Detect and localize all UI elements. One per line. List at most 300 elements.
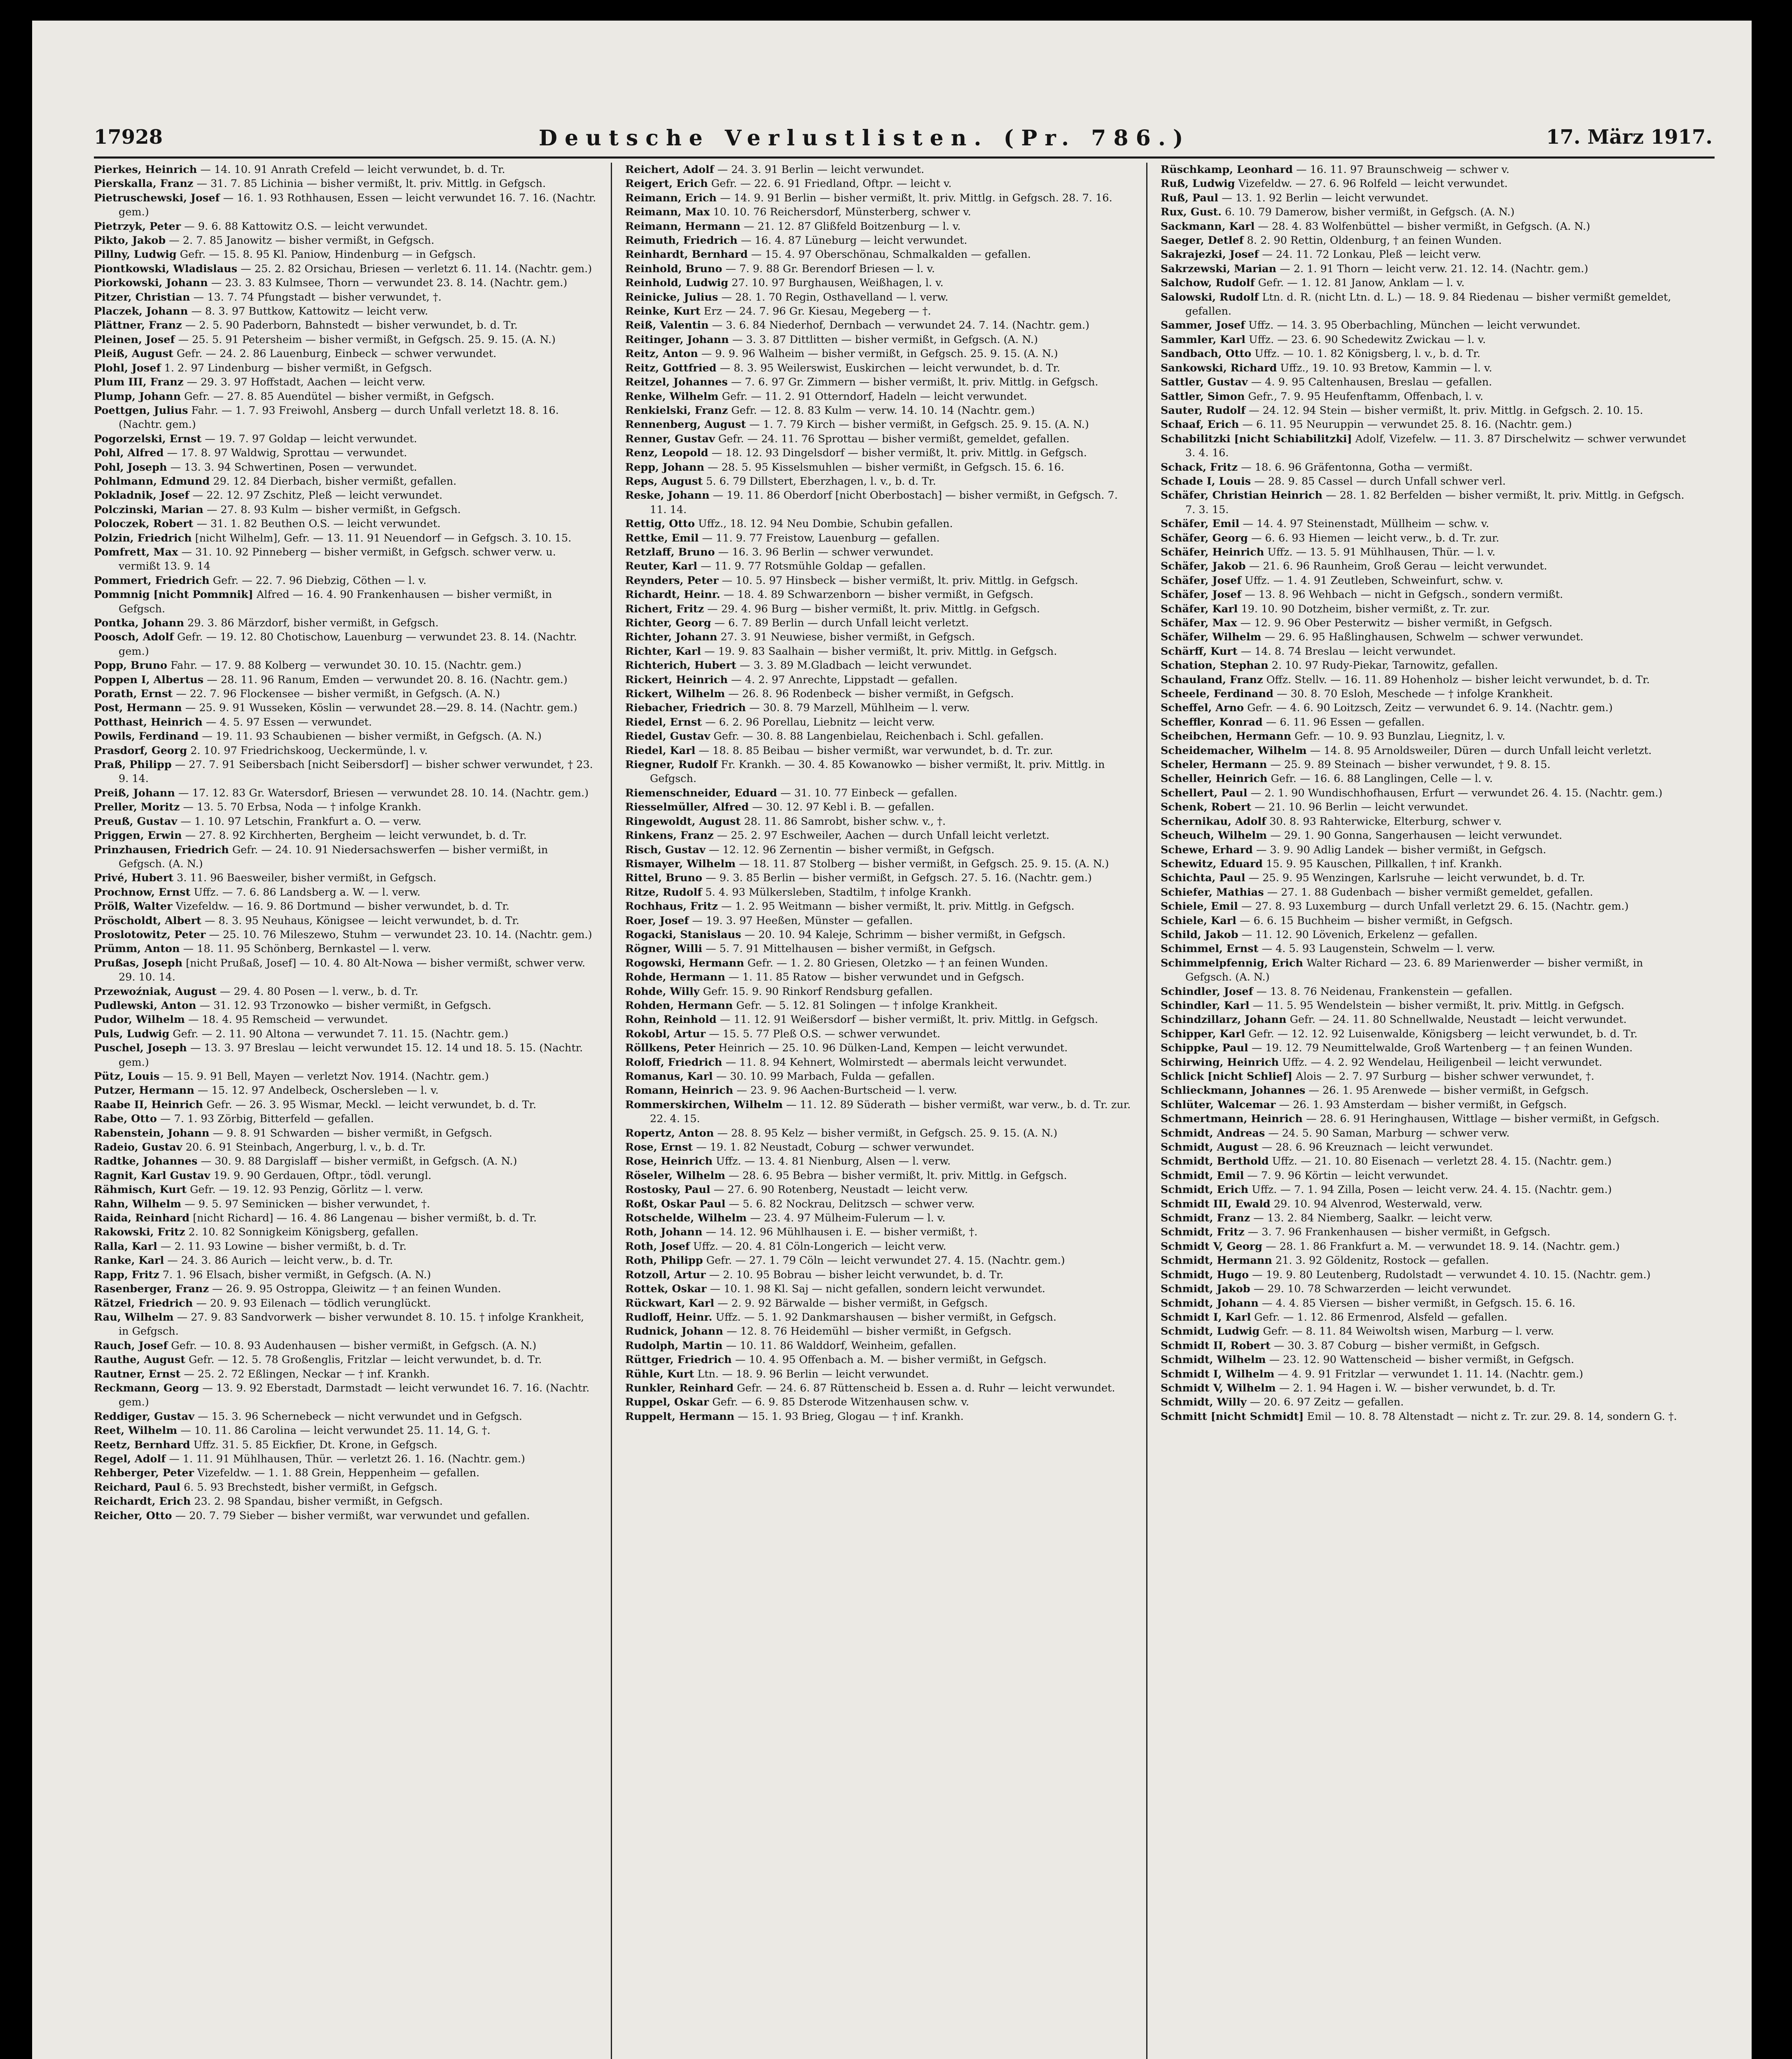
- casualty-entry: [625, 1126, 1132, 1140]
- casualty-entry: [94, 658, 596, 672]
- entry-details: Gefr. — 19. 12. 80 Chotischow, Lauenburg — verwundet 23. 8. 14. (Nachtr. gem.): [119, 631, 577, 658]
- entry-details: Gefr., 7. 9. 95 Heufenftamm, Offenbach, l. v.: [1248, 390, 1484, 403]
- entry-details: — 19. 9. 80 Leutenberg, Rudolstadt — verwundet 4. 10. 15. (Nachtr. gem.): [1252, 1268, 1651, 1281]
- entry-name: Schmidt V, Georg: [1161, 1240, 1262, 1253]
- entry-name: Röllkens, Peter: [625, 1042, 715, 1055]
- entry-name: Schäfer, Max: [1161, 617, 1237, 629]
- entry-details: — 16. 1. 93 Rothhausen, Essen — leicht verwundet 16. 7. 16. (Nachtr. gem.): [119, 191, 596, 219]
- casualty-entry: [94, 744, 596, 758]
- entry-name: Schmidt, Andreas: [1161, 1127, 1265, 1139]
- casualty-entry: [94, 219, 596, 233]
- casualty-entry: [94, 1098, 596, 1112]
- entry-details: — 19. 9. 83 Saalhain — bisher vermißt, lt. priv. Mittlg. in Gefgsch.: [704, 645, 1057, 658]
- casualty-entry: [94, 956, 596, 985]
- entry-name: Radeio, Gustav: [94, 1141, 182, 1154]
- entry-name: Rakowski, Fritz: [94, 1226, 185, 1239]
- casualty-entry: [625, 1254, 1132, 1268]
- entry-details: Vizefeldw. — 1. 1. 88 Grein, Heppenheim — gefallen.: [197, 1467, 480, 1480]
- casualty-entry: [625, 602, 1132, 616]
- entry-details: Gefr. — 5. 12. 81 Solingen — † infolge Krankheit.: [736, 999, 998, 1012]
- entry-name: Schäfer, Karl: [1161, 602, 1238, 615]
- casualty-entry: [625, 1013, 1132, 1027]
- entry-details: — 28. 5. 95 Kisselsmuhlen — bisher vermißt, in Gefgsch. 15. 6. 16.: [708, 461, 1064, 474]
- entry-details: — 13. 9. 92 Eberstadt, Darmstadt — leicht verwundet 16. 7. 16. (Nachtr. gem.): [119, 1382, 590, 1409]
- entry-details: — 19. 12. 79 Neumittelwalde, Groß Wartenberg — † an feinen Wunden.: [1251, 1042, 1633, 1055]
- entry-name: Privé, Hubert: [94, 872, 173, 885]
- casualty-entry: [94, 687, 596, 701]
- entry-name: Reimuth, Friedrich: [625, 234, 738, 247]
- entry-details: — 1. 11. 85 Ratow — bisher verwundet und in Gefgsch.: [729, 971, 1024, 984]
- casualty-entry: [625, 1240, 1132, 1254]
- entry-details: Gefr. — 12. 5. 78 Großenglis, Fritzlar — leicht verwundet, b. d. Tr.: [189, 1354, 542, 1366]
- entry-name: Preuß, Gustav: [94, 815, 178, 828]
- entry-name: Richter, Georg: [625, 617, 711, 629]
- entry-name: Pudlewski, Anton: [94, 999, 196, 1012]
- entry-name: Pogorzelski, Ernst: [94, 432, 202, 445]
- newspaper-page: [32, 21, 1752, 2059]
- casualty-entry: [625, 488, 1132, 517]
- casualty-entry: [1161, 1339, 1688, 1353]
- casualty-entry: [625, 460, 1132, 474]
- entry-name: Schmertmann, Heinrich: [1161, 1113, 1303, 1125]
- entry-details: — 13. 2. 84 Niemberg, Saalkr. — leicht verw.: [1253, 1212, 1493, 1225]
- casualty-entry: [625, 1169, 1132, 1183]
- entry-name: Schiele, Karl: [1161, 914, 1236, 927]
- casualty-entry: [1161, 488, 1688, 517]
- entry-name: Schmidt, August: [1161, 1141, 1259, 1154]
- entry-name: Sattler, Simon: [1161, 390, 1245, 403]
- entry-name: Prinzhausen, Friedrich: [94, 843, 229, 856]
- entry-name: Reynders, Peter: [625, 574, 719, 587]
- entry-name: Schmidt I, Karl: [1161, 1311, 1251, 1324]
- entry-name: Schewe, Erhard: [1161, 843, 1253, 856]
- entry-name: Schindzillarz, Johann: [1161, 1013, 1287, 1026]
- entry-details: 3. 11. 96 Baesweiler, bisher vermißt, in Gefgsch.: [177, 872, 437, 885]
- casualty-entry: [94, 1438, 596, 1452]
- entry-details: — 24. 11. 72 Lonkau, Pleß — leicht verw.: [1262, 248, 1481, 261]
- entry-name: Ritze, Rudolf: [625, 886, 702, 899]
- casualty-entry: [1161, 1126, 1688, 1140]
- entry-details: Gefr. — 24. 10. 91 Niedersachswerfen — bisher vermißt, in Gefgsch. (A. N.): [119, 843, 548, 870]
- entry-details: 2. 10. 97 Friedrichskoog, Ueckermünde, l. v.: [190, 744, 428, 757]
- column-divider: [611, 163, 612, 2059]
- casualty-entry: [625, 1296, 1132, 1310]
- entry-name: Ragnit, Karl Gustav: [94, 1169, 210, 1182]
- casualty-entry: [625, 219, 1132, 233]
- entry-name: Potthast, Heinrich: [94, 716, 203, 728]
- entry-details: Erz — 24. 7. 96 Gr. Kiesau, Megeberg — †.: [703, 305, 931, 318]
- casualty-entry: [625, 474, 1132, 488]
- entry-name: Schation, Stephan: [1161, 659, 1269, 672]
- entry-details: — 14. 10. 91 Anrath Crefeld — leicht verwundet, b. d. Tr.: [200, 163, 505, 176]
- casualty-entry: [1161, 815, 1688, 829]
- entry-details: Uffz. — 5. 1. 92 Dankmarshausen — bisher vermißt, in Gefgsch.: [715, 1311, 1057, 1324]
- entry-details: — 24. 3. 86 Aurich — leicht verw., b. d. Tr.: [167, 1254, 393, 1267]
- casualty-entry: [94, 163, 596, 177]
- casualty-entry: [625, 1055, 1132, 1069]
- entry-details: — 4. 5. 97 Essen — verwundet.: [206, 716, 372, 728]
- casualty-entry: [625, 885, 1132, 899]
- entry-details: — 29. 4. 80 Posen — l. verw., b. d. Tr.: [220, 985, 418, 998]
- entry-name: Poosch, Adolf: [94, 631, 174, 644]
- casualty-entry: [1161, 885, 1688, 899]
- casualty-entry: [1161, 1154, 1688, 1168]
- casualty-entry: [625, 517, 1132, 531]
- casualty-entry: [1161, 871, 1688, 885]
- entry-name: Röseler, Wilhelm: [625, 1169, 726, 1182]
- casualty-entry: [625, 857, 1132, 871]
- casualty-entry: [1161, 758, 1688, 772]
- entry-name: Richter, Johann: [625, 631, 717, 644]
- entry-details: Gefr. — 1. 2. 80 Griesen, Oletzko — † an feinen Wunden.: [747, 957, 1048, 969]
- casualty-entry: [94, 1027, 596, 1041]
- entry-name: Rommerskirchen, Wilhelm: [625, 1098, 783, 1111]
- entry-details: Gefr. — 1. 12. 81 Janow, Anklam — l. v.: [1258, 277, 1465, 289]
- entry-details: 10. 10. 76 Reichersdorf, Münsterberg, schwer v.: [713, 206, 971, 219]
- entry-details: — 20. 6. 97 Zeitz — gefallen.: [1250, 1396, 1404, 1409]
- entry-details: — 21. 6. 96 Raunheim, Groß Gerau — leicht verwundet.: [1249, 560, 1547, 573]
- casualty-entry: [1161, 829, 1688, 843]
- casualty-entry: [94, 1240, 596, 1254]
- entry-name: Sankowski, Richard: [1161, 362, 1277, 374]
- entry-name: Poppen I, Albertus: [94, 673, 204, 686]
- entry-details: — 19. 11. 86 Oberdorf [nicht Oberbostach] — bisher vermißt, in Gefgsch. 7. 11. 14.: [650, 489, 1118, 516]
- entry-details: Gefr. — 12. 8. 83 Kulm — verw. 14. 10. 14 (Nachtr. gem.): [731, 404, 1035, 417]
- entry-name: Prasdorf, Georg: [94, 744, 187, 757]
- casualty-entry: [1161, 1381, 1688, 1395]
- entry-name: Pohl, Joseph: [94, 461, 167, 474]
- entry-details: Gefr. — 24. 11. 80 Schnellwalde, Neustadt — leicht verwundet.: [1290, 1013, 1627, 1026]
- entry-name: Pitzer, Christian: [94, 291, 190, 303]
- casualty-entry: [94, 1140, 596, 1154]
- entry-details: — 4. 4. 85 Viersen — bisher vermißt, in Gefgsch. 15. 6. 16.: [1262, 1297, 1576, 1310]
- entry-name: Riegner, Rudolf: [625, 759, 718, 771]
- entry-details: — 11. 12. 90 Lövenich, Erkelenz — gefallen.: [1241, 928, 1478, 941]
- entry-name: Reimann, Erich: [625, 191, 717, 204]
- entry-details: — 31. 1. 82 Beuthen O.S. — leicht verwundet.: [196, 518, 441, 530]
- entry-name: Reitz, Anton: [625, 348, 698, 360]
- casualty-entry: [1161, 219, 1688, 233]
- entry-name: Pierskalla, Franz: [94, 177, 194, 190]
- casualty-entry: [94, 333, 596, 347]
- entry-details: — 16. 3. 96 Berlin — schwer verwundet.: [718, 546, 934, 558]
- casualty-entry: [94, 446, 596, 460]
- casualty-entry: [1161, 233, 1688, 247]
- entry-name: Reigert, Erich: [625, 177, 708, 190]
- entry-name: Schmidt V, Wilhelm: [1161, 1382, 1276, 1394]
- entry-details: — 31. 10. 92 Pinneberg — bisher vermißt, in Gefgsch. schwer verw. u. vermißt 13. 9. 14: [119, 546, 556, 573]
- casualty-entry: [94, 347, 596, 361]
- casualty-entry: [625, 1140, 1132, 1154]
- entry-details: — 19. 7. 97 Goldap — leicht verwundet.: [205, 432, 417, 445]
- casualty-entry: [625, 233, 1132, 247]
- entry-details: 2. 10. 82 Sonnigkeim Königsberg, gefallen.: [188, 1226, 419, 1239]
- casualty-entry: [94, 1169, 596, 1183]
- casualty-entry: [94, 1154, 596, 1168]
- entry-details: — 15. 9. 91 Bell, Mayen — verletzt Nov. 1914. (Nachtr. gem.): [163, 1070, 489, 1083]
- entry-details: — 26. 8. 96 Rodenbeck — bisher vermißt, in Gefgsch.: [728, 688, 1014, 700]
- entry-name: Rudnick, Johann: [625, 1325, 723, 1338]
- entry-details: — 17. 12. 83 Gr. Watersdorf, Briesen — verwundet 28. 10. 14. (Nachtr. gem.): [178, 787, 589, 799]
- casualty-entry: [94, 247, 596, 261]
- entry-details: — 25. 2. 97 Eschweiler, Aachen — durch Unfall leicht verletzt.: [717, 829, 1049, 842]
- entry-name: Riesselmüller, Alfred: [625, 801, 749, 814]
- entry-details: — 22. 12. 97 Zschitz, Pleß — leicht verwundet.: [192, 489, 443, 502]
- entry-details: — 2. 1. 91 Thorn — leicht verw. 21. 12. 14. (Nachtr. gem.): [1280, 262, 1589, 275]
- entry-details: Gefr. — 26. 3. 95 Wismar, Meckl. — leicht verwundet, b. d. Tr.: [206, 1098, 537, 1111]
- casualty-entry: [1161, 744, 1688, 758]
- entry-name: Riemenschneider, Eduard: [625, 787, 777, 799]
- casualty-entry: [1161, 191, 1688, 205]
- entry-name: Schindler, Karl: [1161, 999, 1250, 1012]
- casualty-entry: [1161, 432, 1688, 460]
- casualty-entry: [1161, 1183, 1688, 1197]
- entry-details: 2. 10. 97 Rudy-Piekar, Tarnowitz, gefallen.: [1271, 659, 1498, 672]
- entry-details: — 9. 3. 85 Berlin — bisher vermißt, in Gefgsch. 27. 5. 16. (Nachtr. gem.): [706, 872, 1092, 885]
- casualty-entry: [1161, 772, 1688, 786]
- casualty-entry: [94, 985, 596, 999]
- entry-name: Polzin, Friedrich: [94, 532, 192, 544]
- entry-name: Schmidt, Erich: [1161, 1184, 1249, 1196]
- casualty-entry: [1161, 1140, 1688, 1154]
- casualty-entry: [1161, 687, 1688, 701]
- entry-name: Pietruschewski, Josef: [94, 191, 220, 204]
- entry-details: — 3. 7. 96 Frankenhausen — bisher vermißt, in Gefgsch.: [1248, 1226, 1551, 1239]
- entry-name: Reet, Wilhelm: [94, 1424, 178, 1437]
- entry-name: Schindler, Josef: [1161, 985, 1253, 998]
- entry-details: — 30. 12. 97 Kebl i. B. — gefallen.: [752, 801, 935, 814]
- entry-name: Schmidt, Franz: [1161, 1212, 1250, 1225]
- entry-name: Plättner, Franz: [94, 319, 182, 332]
- entry-name: Polczinski, Marian: [94, 503, 203, 516]
- casualty-entry: [625, 304, 1132, 318]
- entry-name: Rickert, Wilhelm: [625, 688, 725, 700]
- entry-name: Roth, Johann: [625, 1226, 703, 1239]
- entry-details: Uffz. — 4. 2. 92 Wendelau, Heiligenbeil — leicht verwundet.: [1282, 1056, 1603, 1069]
- entry-name: Puschel, Joseph: [94, 1042, 187, 1055]
- casualty-entry: [94, 999, 596, 1013]
- entry-details: 19. 9. 90 Gerdauen, Oftpr., tödl. verungl.: [213, 1169, 432, 1182]
- entry-name: Rabenstein, Johann: [94, 1127, 210, 1139]
- entry-details: — 28. 1. 86 Frankfurt a. M. — verwundet 18. 9. 14. (Nachtr. gem.): [1266, 1240, 1620, 1253]
- entry-name: Schirwing, Heinrich: [1161, 1056, 1279, 1069]
- entry-details: — 9. 9. 96 Walheim — bisher vermißt, in Gefgsch. 25. 9. 15. (A. N.): [701, 348, 1058, 360]
- entry-name: Reske, Johann: [625, 489, 710, 502]
- entry-details: — 4. 9. 91 Fritzlar — verwundet 1. 11. 14. (Nachtr. gem.): [1278, 1368, 1583, 1380]
- entry-details: — 19. 3. 97 Heeßen, Münster — gefallen.: [692, 914, 913, 927]
- casualty-entry: [94, 1041, 596, 1069]
- casualty-entry: [1161, 1083, 1688, 1097]
- casualty-entry: [94, 1126, 596, 1140]
- entry-name: Poettgen, Julius: [94, 404, 188, 417]
- entry-details: — 11. 5. 95 Wendelstein — bisher vermißt, lt. priv. Mittlg. in Gefgsch.: [1252, 999, 1624, 1012]
- entry-details: — 15. 3. 96 Schernebeck — nicht verwundet und in Gefgsch.: [198, 1410, 522, 1423]
- casualty-entry: [1161, 715, 1688, 729]
- entry-details: — 13. 3. 97 Breslau — leicht verwundet 15. 12. 14 und 18. 5. 15. (Nachtr. gem.): [119, 1042, 583, 1069]
- casualty-entry: [94, 1310, 596, 1339]
- entry-details: — 18. 12. 93 Dingelsdorf — bisher vermißt, lt. priv. Mittlg. in Gefgsch.: [711, 447, 1087, 460]
- entry-name: Scheidemacher, Wilhelm: [1161, 744, 1307, 757]
- entry-name: Schmidt, Berthold: [1161, 1155, 1269, 1168]
- entry-name: Rudloff, Heinr.: [625, 1311, 713, 1324]
- casualty-entry: [625, 1183, 1132, 1197]
- entry-details: — 1. 7. 79 Kirch — bisher vermißt, in Gefgsch. 25. 9. 15. (A. N.): [749, 418, 1089, 431]
- entry-name: Scheuch, Wilhelm: [1161, 829, 1267, 842]
- casualty-entry: [625, 715, 1132, 729]
- entry-details: Uffz. — 7. 1. 94 Zilla, Posen — leicht verw. 24. 4. 15. (Nachtr. gem.): [1252, 1184, 1612, 1196]
- entry-details: Gefr. — 22. 7. 96 Diebzig, Cöthen — l. v.: [213, 574, 427, 587]
- casualty-entry: [625, 574, 1132, 588]
- entry-details: — 30. 8. 79 Marzell, Mühlheim — l. verw.: [749, 702, 970, 714]
- entry-details: — 6. 2. 96 Porellau, Liebnitz — leicht verw.: [705, 716, 935, 728]
- entry-details: 5. 4. 93 Mülkersleben, Stadtilm, † infolge Krankh.: [705, 886, 972, 899]
- page-title: Deutsche Verlustlisten. (Pr. 786.): [539, 126, 1191, 151]
- entry-details: — 18. 4. 89 Schwarzenborn — bisher vermißt, in Gefgsch.: [723, 588, 1034, 601]
- entry-details: 29. 3. 86 Märzdorf, bisher vermißt, in Gefgsch.: [187, 617, 439, 629]
- entry-name: Rochhaus, Fritz: [625, 900, 718, 913]
- entry-details: — 4. 5. 93 Laugenstein, Schwelm — l. verw.: [1262, 943, 1495, 955]
- entry-details: — 7. 9. 88 Gr. Berendorf Briesen — l. v.: [725, 262, 935, 275]
- entry-details: — 14. 9. 91 Berlin — bisher vermißt, lt. priv. Mittlg. in Gefgsch. 28. 7. 16.: [720, 191, 1112, 204]
- entry-name: Schlieckmann, Johannes: [1161, 1084, 1306, 1097]
- entry-name: Ralla, Karl: [94, 1240, 157, 1253]
- column-2: [625, 163, 1132, 2059]
- entry-name: Schellert, Paul: [1161, 787, 1248, 799]
- casualty-entry: [1161, 163, 1688, 177]
- entry-name: Rotzoll, Artur: [625, 1268, 706, 1281]
- casualty-entry: [1161, 701, 1688, 715]
- entry-name: Reitz, Gottfried: [625, 362, 717, 374]
- casualty-entry: [1161, 177, 1688, 191]
- entry-details: Gefr. — 27. 1. 79 Cöln — leicht verwundet 27. 4. 15. (Nachtr. gem.): [706, 1254, 1065, 1267]
- entry-name: Repp, Johann: [625, 461, 705, 474]
- entry-name: Richterich, Hubert: [625, 659, 736, 672]
- entry-details: Gefr. — 4. 6. 90 Loitzsch, Zeitz — verwundet 6. 9. 14. (Nachtr. gem.): [1247, 702, 1613, 714]
- entry-details: — 26. 1. 93 Amsterdam — bisher vermißt, in Gefgsch.: [1279, 1098, 1567, 1111]
- entry-details: Alfred — 16. 4. 90 Frankenhausen — bisher vermißt, in Gefgsch.: [119, 588, 552, 615]
- entry-details: Uffz. — 14. 3. 95 Oberbachling, München — leicht verwundet.: [1248, 319, 1581, 332]
- entry-name: Reichard, Paul: [94, 1481, 180, 1494]
- entry-details: Uffz. — 20. 4. 81 Cöln-Longerich — leicht verw.: [693, 1240, 946, 1253]
- entry-name: Schiefer, Mathias: [1161, 886, 1264, 899]
- entry-details: — 11. 12. 89 Süderath — bisher vermißt, war verw., b. d. Tr. zur. 22. 4. 15.: [650, 1098, 1131, 1125]
- entry-name: Scheele, Ferdinand: [1161, 688, 1273, 700]
- entry-name: Rapp, Fritz: [94, 1268, 159, 1281]
- entry-name: Pikto, Jakob: [94, 234, 166, 247]
- entry-details: 29. 12. 84 Dierbach, bisher vermißt, gefallen.: [213, 475, 457, 488]
- entry-name: Reinicke, Julius: [625, 291, 718, 303]
- casualty-entry: [625, 1367, 1132, 1381]
- entry-details: — 23. 3. 83 Kulmsee, Thorn — verwundet 23. 8. 14. (Nachtr. gem.): [211, 277, 568, 289]
- entry-details: Offz. Stellv. — 16. 11. 89 Hohenholz — bisher leicht verwundet, b. d. Tr.: [1266, 673, 1650, 686]
- casualty-entry: [625, 985, 1132, 999]
- entry-name: Schernikau, Adolf: [1161, 815, 1266, 828]
- casualty-entry: [625, 347, 1132, 361]
- entry-details: — 2. 9. 92 Bärwalde — bisher vermißt, in Gefgsch.: [717, 1297, 988, 1310]
- entry-details: 5. 6. 79 Dillstert, Eberzhagen, l. v., b. d. Tr.: [706, 475, 936, 488]
- entry-details: 30. 8. 93 Rahterwicke, Elterburg, schwer v.: [1269, 815, 1502, 828]
- casualty-entry: [94, 673, 596, 687]
- casualty-entry: [94, 1197, 596, 1211]
- casualty-entry: [1161, 1027, 1688, 1041]
- casualty-entry: [94, 1254, 596, 1268]
- entry-name: Schild, Jakob: [1161, 928, 1238, 941]
- casualty-entry: [94, 786, 596, 800]
- entry-details: — 28. 9. 85 Cassel — durch Unfall schwer verl.: [1254, 475, 1506, 488]
- entry-name: Schäfer, Georg: [1161, 532, 1248, 544]
- casualty-entry: [1161, 390, 1688, 404]
- entry-name: Prochnow, Ernst: [94, 886, 191, 899]
- entry-details: — 28. 6. 96 Kreuznach — leicht verwundet.: [1262, 1141, 1493, 1154]
- casualty-entry: [94, 829, 596, 843]
- entry-details: — 18. 6. 96 Gräfentonna, Gotha — vermißt.: [1241, 461, 1473, 474]
- casualty-entry: [94, 390, 596, 404]
- casualty-entry: [94, 1211, 596, 1225]
- entry-details: — 28. 6. 91 Heringhausen, Wittlage — bisher vermißt, in Gefgsch.: [1306, 1113, 1660, 1125]
- column-3: [1161, 163, 1688, 2059]
- entry-details: Adolf, Vizefelw. — 11. 3. 87 Dirschelwitz — schwer verwundet 3. 4. 16.: [1185, 432, 1686, 460]
- casualty-entry: [1161, 1041, 1688, 1055]
- entry-details: — 10. 4. 95 Offenbach a. M. — bisher vermißt, in Gefgsch.: [735, 1354, 1047, 1366]
- entry-details: 15. 9. 95 Kauschen, Pillkallen, † inf. Krankh.: [1266, 857, 1502, 870]
- entry-name: Salowski, Rudolf: [1161, 291, 1259, 303]
- casualty-entry: [1161, 404, 1688, 418]
- casualty-entry: [625, 956, 1132, 970]
- casualty-entry: [94, 1509, 596, 1523]
- entry-name: Pohlmann, Edmund: [94, 475, 210, 488]
- casualty-entry: [1161, 262, 1688, 276]
- entry-name: Pierkes, Heinrich: [94, 163, 197, 176]
- entry-name: Schlick [nicht Schlief]: [1161, 1070, 1293, 1083]
- casualty-entry: [1161, 1282, 1688, 1296]
- entry-name: Rehberger, Peter: [94, 1467, 194, 1480]
- entry-details: — 26. 1. 95 Arenwede — bisher vermißt, in Gefgsch.: [1308, 1084, 1589, 1097]
- entry-name: Reinhardt, Bernhard: [625, 248, 748, 261]
- entry-name: Rittel, Bruno: [625, 872, 703, 885]
- entry-name: Renke, Wilhelm: [625, 390, 719, 403]
- casualty-entry: [625, 914, 1132, 928]
- entry-name: Reichert, Adolf: [625, 163, 714, 176]
- entry-name: Renz, Leopold: [625, 447, 708, 460]
- entry-details: — 10. 11. 86 Carolina — leicht verwundet 25. 11. 14, G. †.: [180, 1424, 491, 1437]
- casualty-entry: [1161, 1353, 1688, 1367]
- casualty-entry: [94, 262, 596, 276]
- entry-name: Rögner, Willi: [625, 943, 703, 955]
- entry-name: Schimmelpfennig, Erich: [1161, 957, 1304, 969]
- casualty-entry: [94, 361, 596, 375]
- entry-name: Rettig, Otto: [625, 518, 695, 530]
- casualty-entry: [625, 758, 1132, 786]
- entry-name: Rudolph, Martin: [625, 1339, 723, 1352]
- casualty-entry: [625, 390, 1132, 404]
- entry-name: Plohl, Josef: [94, 362, 161, 374]
- entry-details: — 27. 8. 93 Kulm — bisher vermißt, in Gefgsch.: [206, 503, 461, 516]
- casualty-entry: [625, 333, 1132, 347]
- casualty-entry: [94, 318, 596, 332]
- entry-name: Prußas, Joseph: [94, 957, 183, 969]
- casualty-entry: [1161, 1310, 1688, 1324]
- entry-name: Reps, August: [625, 475, 703, 488]
- casualty-entry: [1161, 1410, 1688, 1424]
- entry-details: Gefr. — 10. 9. 93 Bunzlau, Liegnitz, l. v.: [1294, 730, 1505, 743]
- entry-name: Plump, Johann: [94, 390, 181, 403]
- entry-name: Schmidt I, Wilhelm: [1161, 1368, 1275, 1380]
- casualty-entry: [94, 545, 596, 574]
- entry-name: Ruppel, Oskar: [625, 1396, 709, 1409]
- entry-details: — 20. 10. 94 Kaleje, Schrimm — bisher vermißt, in Gefgsch.: [744, 928, 1066, 941]
- casualty-entry: [94, 942, 596, 956]
- casualty-entry: [625, 928, 1132, 942]
